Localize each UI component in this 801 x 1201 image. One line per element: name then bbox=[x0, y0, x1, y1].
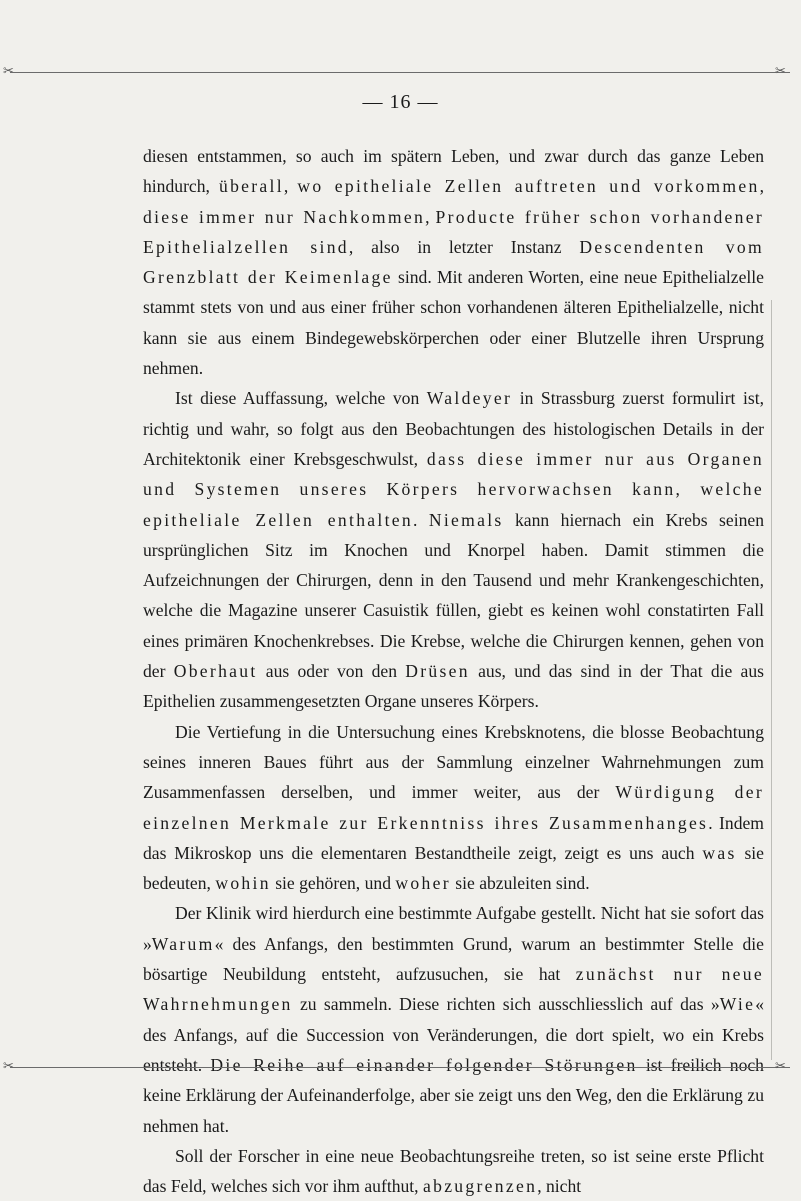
paragraph bbox=[143, 1141, 764, 1201]
text-run: sie abzuleiten sind. bbox=[450, 873, 590, 894]
text-run: kann hiernach ein Krebs seinen ursprünglichen Sitz im Knochen und Knorpel haben. Damit stimmen die Aufzeichnungen der Chirurgen, denn in den Tausend und mehr Krankengeschichten, welche die Magazine unserer Casuistik füllen, giebt es keinen wohl constatirten Fall eines primären Knochenkrebses. Die Krebse, welche die Chirurgen kennen, gehen von der bbox=[143, 509, 765, 682]
text-run: . bbox=[412, 509, 429, 530]
spaced-emphasis-text: Niemals bbox=[428, 509, 504, 530]
text-run: « des Anfangs, auf die Succession von Veränderungen, die dort spielt, wo ein Krebs entsteht. bbox=[143, 994, 764, 1075]
text-run: in Strassburg zuerst formulirt ist, richtig und wahr, so folgt aus den Beobachtungen des histologischen Details in der Architektonik einer Krebsgeschwulst, bbox=[143, 388, 764, 469]
text-run: Die Vertiefung in die Untersuchung eines Krebsknotens, die blosse Beobachtung seines inneren Baues führt aus der Sammlung einzelner Wahrnehmungen zum Zusammenfassen derselben, und immer weiter, aus der bbox=[143, 721, 764, 803]
spaced-emphasis-text: woher bbox=[395, 873, 451, 894]
text-run: Der Klinik wird hierdurch eine bestimmte Aufgabe gestellt. Nicht hat sie sofort das » bbox=[143, 903, 764, 954]
bottom-frame-rule bbox=[10, 1067, 790, 1068]
crop-mark-top-right: ✂ bbox=[775, 64, 786, 79]
paragraph bbox=[143, 898, 764, 1140]
paragraph bbox=[143, 383, 764, 716]
paragraph bbox=[143, 717, 764, 899]
crop-mark-top-left: ✂ bbox=[3, 64, 14, 79]
spaced-emphasis-text: dass diese immer nur aus Organen und Systemen unseres Körpers hervorwachsen kann, welche epitheliale Zellen enthalten bbox=[143, 448, 764, 530]
text-run: , nicht bbox=[537, 1176, 582, 1197]
text-run: sie bedeuten, bbox=[143, 842, 764, 894]
text-run: zu sammeln. Diese richten sich ausschliesslich auf das » bbox=[292, 994, 720, 1015]
text-run: . Indem das Mikroskop uns die elementaren Bestandtheile zeigt, zeigt es uns auch bbox=[143, 812, 764, 863]
spaced-emphasis-text: was bbox=[702, 842, 737, 863]
spaced-emphasis-text: Drüsen bbox=[405, 661, 470, 682]
spaced-emphasis-text: diese immer nur Nachkommen bbox=[143, 206, 426, 227]
text-run: , also in letzter Instanz bbox=[348, 236, 580, 257]
spaced-emphasis-text: Würdigung der einzelnen Merkmale zur Erkenntniss ihres Zusammenhanges bbox=[143, 782, 764, 833]
text-run: Soll der Forscher in eine neue Beobachtungsreihe treten, so ist seine erste Pflicht das Feld, welches sich vor ihm aufthut, bbox=[143, 1145, 764, 1197]
text-run: ist freilich noch keine Erklärung der Aufeinanderfolge, aber sie zeigt uns den Weg, den die Erklärung zu nehmen hat. bbox=[143, 1054, 764, 1136]
text-run: sind. Mit anderen Worten, eine neue Epithelialzelle stammt stets von und aus einer früher schon vorhandenen älteren Epithelialzelle, nicht kann sie aus einem Bindegewebskörperchen oder einer Blutzelle ihren Ursprung nehmen. bbox=[143, 267, 764, 379]
spaced-emphasis-text: Warum bbox=[151, 933, 215, 954]
spaced-emphasis-text: wo epitheliale Zellen auftreten und vorkommen bbox=[297, 176, 760, 197]
body-text bbox=[143, 141, 764, 1201]
spaced-emphasis-text: wohin bbox=[215, 873, 271, 894]
crop-mark-bottom-left: ✂ bbox=[3, 1059, 14, 1074]
paragraph bbox=[143, 141, 764, 383]
text-run: , bbox=[425, 206, 436, 227]
spaced-emphasis-text: überall bbox=[218, 176, 284, 197]
text-run: Ist diese Auffassung, welche von bbox=[175, 388, 427, 409]
spaced-emphasis-text: Wie bbox=[719, 994, 756, 1015]
spaced-emphasis-text: abzugrenzen bbox=[422, 1176, 538, 1197]
text-run: aus oder von den bbox=[257, 661, 406, 682]
top-frame-rule bbox=[10, 72, 790, 73]
spaced-emphasis-text: zunächst nur neue Wahrnehmungen bbox=[143, 964, 764, 1015]
spaced-emphasis-text: Waldeyer bbox=[426, 388, 513, 409]
page-number: — 16 — bbox=[362, 91, 439, 113]
text-run: sie gehören, und bbox=[270, 873, 396, 894]
spaced-emphasis-text: Die Reihe auf einander folgender Störungen bbox=[210, 1054, 638, 1075]
text-run: « des Anfangs, den bestimmten Grund, warum an bestimmter Stelle die bösartige Neubildung entsteht, aufzusuchen, sie hat bbox=[143, 933, 764, 985]
spaced-emphasis-text: Descendenten vom Grenzblatt der Keimenlage bbox=[143, 236, 764, 288]
spaced-emphasis-text: Oberhaut bbox=[173, 661, 258, 682]
text-run: aus, und das sind in der That die aus Epithelien zusammengesetzten Organe unseres Körpers. bbox=[143, 661, 764, 712]
crop-mark-bottom-right: ✂ bbox=[775, 1059, 786, 1074]
text-run: , bbox=[283, 176, 298, 197]
text-run: diesen entstammen, so auch im spätern Leben, und zwar durch das ganze Leben hindurch, bbox=[143, 146, 764, 197]
spaced-emphasis-text: Producte früher schon vorhandener Epithelialzellen sind bbox=[143, 206, 765, 257]
page-edge-line bbox=[771, 300, 772, 1060]
text-run: , bbox=[759, 176, 764, 197]
